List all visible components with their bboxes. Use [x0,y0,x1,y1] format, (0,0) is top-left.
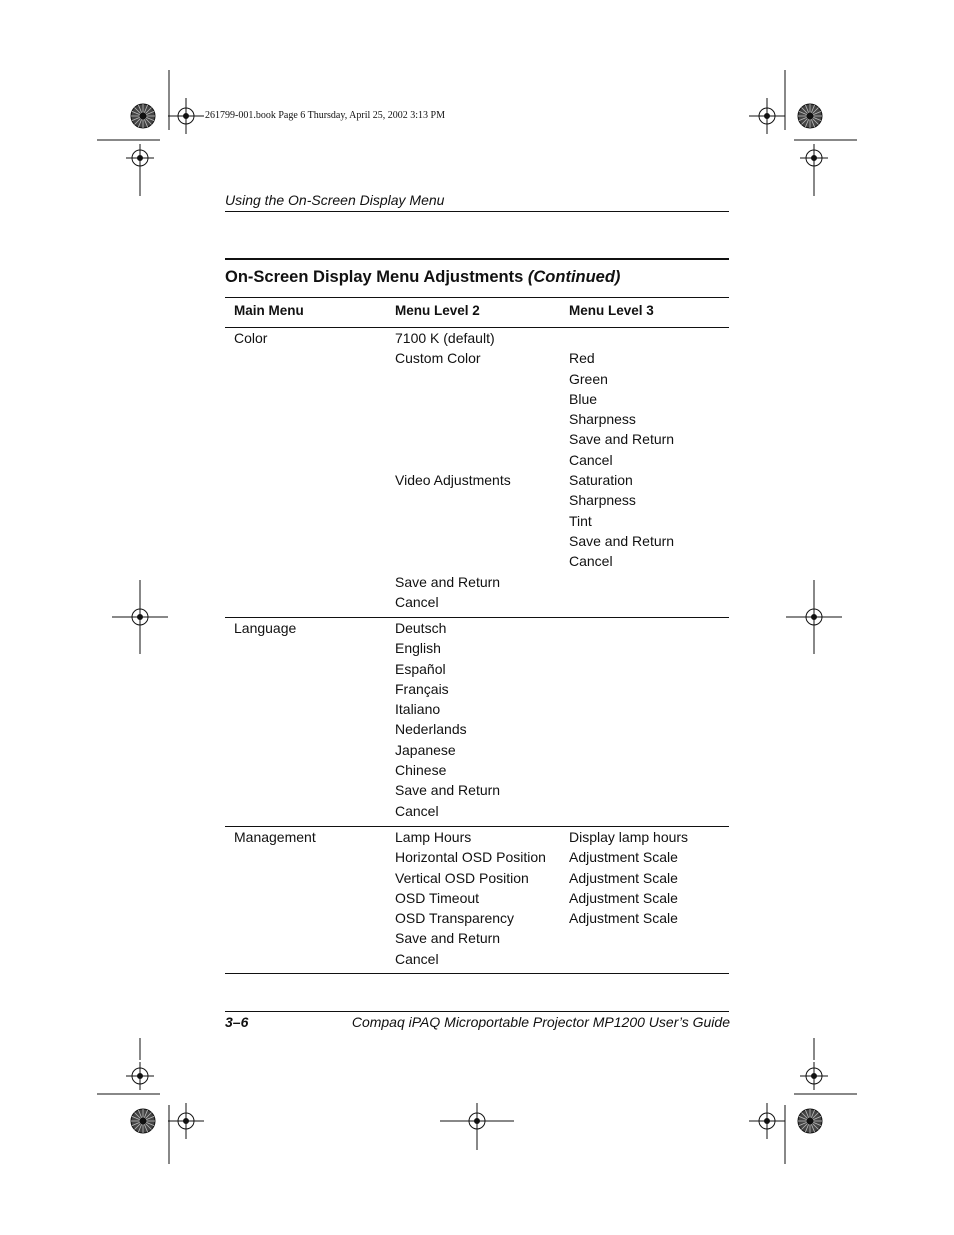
list-item: Save and Return [395,930,501,947]
list-item: Nederlands [395,721,467,738]
list-item: Chinese [395,762,447,779]
list-item: Adjustment Scale [569,849,678,866]
list-item: Cancel [395,950,439,967]
list-item: Vertical OSD Position [395,869,529,886]
list-item: Cancel [569,553,613,570]
main-menu-cell: Language [234,620,297,636]
list-item: Sharpness [569,411,636,428]
footer-book-title: Compaq iPAQ Microportable Projector MP1200 User’s Guide [351,1014,730,1030]
color-level2-list [395,328,511,612]
list-item: Deutsch [395,620,447,636]
table-title [225,268,620,287]
list-item: Italiano [395,701,441,718]
list-item: Tint [569,512,592,529]
list-item: OSD Timeout [395,889,480,906]
table-row-main-color [234,328,267,348]
list-item: Español [395,660,446,677]
language-level2-list [395,618,500,821]
list-item: Adjustment Scale [569,889,678,906]
list-item: Adjustment Scale [569,910,678,927]
list-item: OSD Transparency [395,910,515,927]
starburst-center [140,1118,146,1124]
main-menu-cell: Management [234,829,316,845]
list-item [395,429,511,449]
list-item: Custom Color [395,350,481,367]
table-bottom-rule [225,973,729,974]
page-number: 3–6 [225,1014,249,1030]
header-rule [225,211,729,212]
main-menu-cell: Color [234,330,268,346]
list-item: Cancel [395,802,439,819]
list-item: Adjustment Scale [569,869,678,886]
table-title-suffix: (Continued) [527,268,621,286]
list-item: Red [569,350,595,367]
management-level2-list [395,827,546,969]
print-info-line: 261799-001.book Page 6 Thursday, April 25, 2002 3:13 PM [205,110,445,121]
starburst-center [807,1118,813,1124]
list-item: Horizontal OSD Position [395,849,546,866]
table-title-text: On-Screen Display Menu Adjustments [225,268,524,286]
list-item [569,328,674,348]
list-item: Save and Return [395,573,501,590]
list-item [395,511,511,531]
table-title-rule [225,297,729,298]
list-item [395,531,511,551]
list-item: Cancel [395,593,439,610]
list-item: Save and Return [569,532,675,549]
list-item: Japanese [395,741,456,758]
list-item: 7100 K (default) [395,330,495,346]
list-item [395,551,511,571]
table-row-main-language [234,618,296,638]
list-item: Display lamp hours [569,829,689,845]
running-header: Using the On-Screen Display Menu [225,192,445,208]
list-item: Save and Return [395,782,501,799]
column-header-main-menu: Main Menu [234,303,304,318]
footer-rule [225,1011,729,1012]
list-item [395,409,511,429]
list-item: Green [569,370,608,387]
table-row-main-management [234,827,316,847]
list-item: Video Adjustments [395,472,511,489]
list-item [395,369,511,389]
list-item: Blue [569,390,598,407]
management-level3-list [569,827,688,928]
list-item [395,389,511,409]
list-item: Saturation [569,472,633,489]
table-top-rule [225,258,729,260]
list-item [395,490,511,510]
list-item: Cancel [569,451,613,468]
column-header-menu-level-2: Menu Level 2 [395,303,480,318]
list-item [395,450,511,470]
starburst-center [140,113,146,119]
list-item: Lamp Hours [395,829,472,845]
list-item: Sharpness [569,492,636,509]
starburst-center [807,113,813,119]
list-item: Save and Return [569,431,675,448]
list-item: Français [395,680,449,697]
list-item: English [395,640,441,657]
color-level3-list [569,328,674,572]
column-header-menu-level-3: Menu Level 3 [569,303,654,318]
